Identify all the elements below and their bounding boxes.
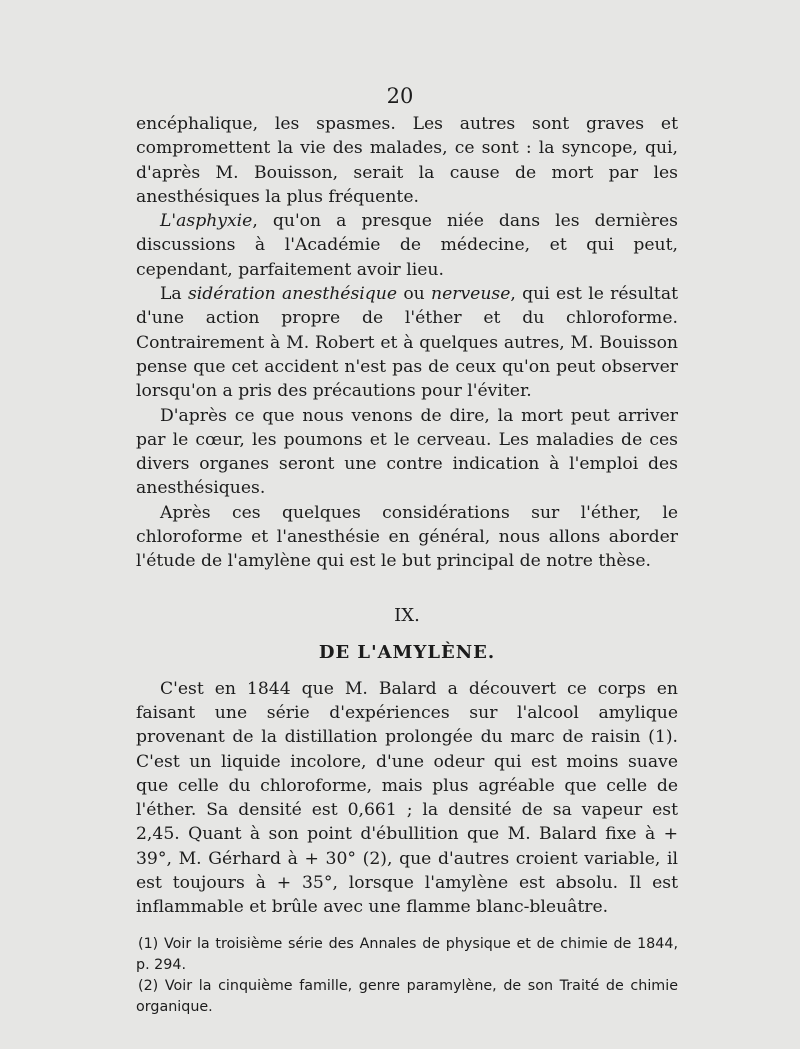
section-number: IX.	[394, 604, 420, 626]
nerveuse-term: nerveuse	[431, 284, 511, 305]
paragraph-4: D'après ce que nous venons de dire, la mort peut arriver par le cœur, les poumons et le cerveau. Les maladies de ces divers organes seront une contre indication à l'emploi des anesthésiques.	[136, 405, 678, 499]
paragraph-3-lead: La	[160, 284, 188, 305]
paragraph-3-text: , qui est le résultat d'une action propre de l'éther et du chloroforme. Contrairement à M. Robert et à quelques autres, M. Bouisson pense que cet accident n'est pas de ceux qu'on peut observer lorsqu'on a pris des précautions pour l'éviter.	[136, 284, 678, 402]
page-number: 20	[386, 84, 414, 108]
paragraph-3	[136, 282, 678, 403]
paragraph-2	[136, 209, 678, 282]
paragraph-2-text: , qu'on a presque niée dans les dernières discussions à l'Académie de médecine, et qui peut, cependant, parfaitement avoir lieu.	[136, 211, 678, 280]
footnotes	[136, 934, 678, 1018]
paragraph-3-conj: ou	[397, 284, 432, 305]
footnote-1: (1) Voir la troisième série des Annales de physique et de chimie de 1844, p. 294.	[136, 935, 678, 973]
paragraph-5: Après ces quelques considérations sur l'éther, le chloroforme et l'anesthésie en général, nous allons aborder l'étude de l'amylène qui est le but principal de notre thèse.	[136, 502, 678, 572]
paragraph-1: encéphalique, les spasmes. Les autres sont graves et compromettent la vie des malades, ce sont : la syncope, qui, d'après M. Bouisson, serait la cause de mort par les anesthésiques la plus fréquente.	[136, 114, 678, 207]
sideration-term: sidération anesthésique	[187, 284, 398, 305]
footnote-2: (2) Voir la cinquième famille, genre paramylène, de son Traité de chimie organique.	[136, 977, 678, 1015]
asphyxie-term: L'asphyxie	[160, 211, 253, 232]
paragraph-6: C'est en 1844 que M. Balard a découvert ce corps en faisant une série d'expériences sur l'alcool amylique provenant de la distillation prolongée du marc de raisin (1). C'est un liquide incolore, d'une odeur qui est moins suave que celle du chloroforme, mais plus agréable que celle de l'éther. Sa densité est 0,661 ; la densité de sa vapeur est 2,45. Quant à son point d'ébullition que M. Balard fixe à + 39°, M. Gérhard à + 30° (2), que d'autres croient variable, il est toujours à + 35°, lorsque l'amylène est absolu. Il est inflammable et brûle avec une flamme blanc-bleuâtre.	[136, 678, 678, 918]
page-body	[136, 112, 678, 1018]
section-title: DE L'AMYLÈNE.	[318, 641, 496, 663]
